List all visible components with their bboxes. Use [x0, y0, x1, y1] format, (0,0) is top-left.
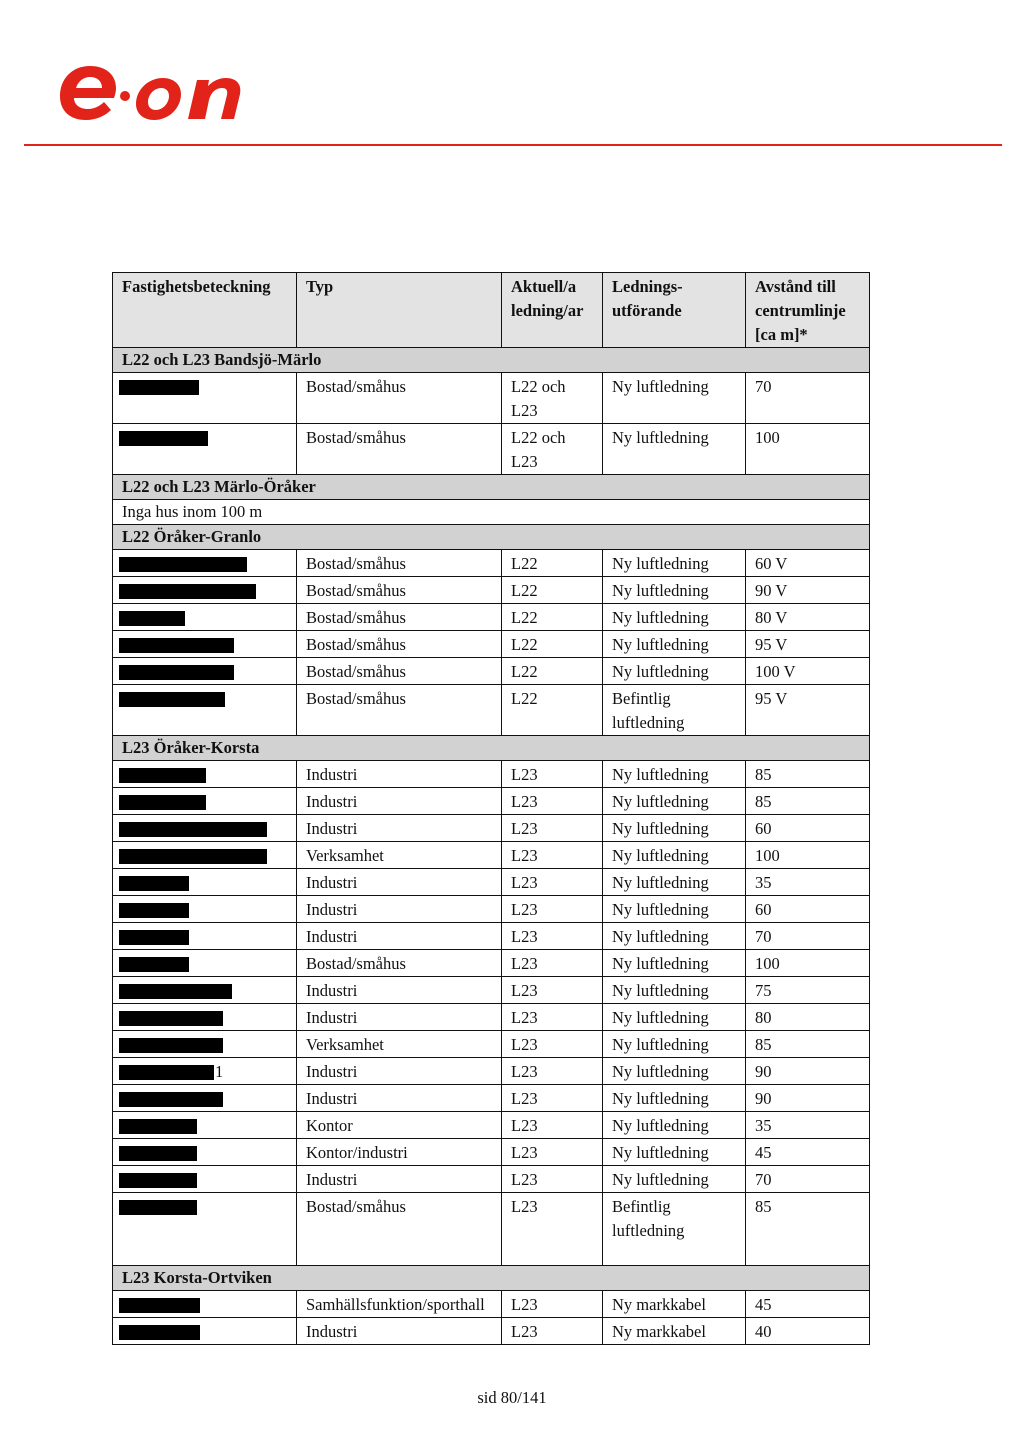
distance-cell: 60 V: [746, 550, 870, 577]
redaction-bar: [119, 1092, 223, 1107]
distance-cell: 60: [746, 896, 870, 923]
table-row: [113, 1112, 870, 1139]
property-id-cell: [113, 815, 297, 842]
distance-cell: 85: [746, 761, 870, 788]
table-row: [113, 950, 870, 977]
type-cell: Bostad/småhus: [297, 550, 502, 577]
table-row: [113, 977, 870, 1004]
type-cell: Industri: [297, 1004, 502, 1031]
line-cell: L23: [502, 1193, 603, 1266]
section-title: L22 Öråker-Granlo: [113, 525, 870, 550]
type-cell: Industri: [297, 761, 502, 788]
distance-cell: 80: [746, 1004, 870, 1031]
table-row: [113, 685, 870, 736]
distance-cell: 85: [746, 788, 870, 815]
table-row: [113, 788, 870, 815]
property-id-cell: [113, 923, 297, 950]
distance-cell: 90: [746, 1085, 870, 1112]
type-cell: Bostad/småhus: [297, 424, 502, 475]
distance-cell: 80 V: [746, 604, 870, 631]
distance-cell: 70: [746, 923, 870, 950]
table-row: [113, 373, 870, 424]
line-cell: L23: [502, 842, 603, 869]
redaction-bar: [119, 795, 206, 810]
property-id-cell: [113, 550, 297, 577]
design-cell: Ny luftledning: [603, 842, 746, 869]
line-cell: L23: [502, 950, 603, 977]
design-cell: Ny luftledning: [603, 604, 746, 631]
table-row: [113, 631, 870, 658]
table-row: [113, 658, 870, 685]
distance-cell: 90 V: [746, 577, 870, 604]
line-cell: L23: [502, 1031, 603, 1058]
redaction-bar: [119, 849, 267, 864]
type-cell: Industri: [297, 1166, 502, 1193]
redaction-bar: [119, 1146, 197, 1161]
section-title: L22 och L23 Bandsjö-Märlo: [113, 348, 870, 373]
redaction-bar: [119, 957, 189, 972]
distance-cell: 70: [746, 1166, 870, 1193]
redaction-bar: [119, 822, 267, 837]
design-cell: Befintlig luftledning: [603, 1193, 746, 1266]
table-row: [113, 923, 870, 950]
distance-cell: 40: [746, 1318, 870, 1345]
line-cell: L22: [502, 577, 603, 604]
line-cell: L23: [502, 761, 603, 788]
redaction-bar: [119, 876, 189, 891]
design-cell: Ny luftledning: [603, 373, 746, 424]
column-header: Aktuell/a ledning/ar: [502, 273, 603, 348]
line-cell: L22: [502, 604, 603, 631]
redaction-bar: [119, 1325, 200, 1340]
distance-cell: 100: [746, 842, 870, 869]
type-cell: Bostad/småhus: [297, 1193, 502, 1266]
page-number: sid 80/141: [477, 1388, 547, 1407]
redaction-bar: [119, 1119, 197, 1134]
distance-cell: 100 V: [746, 658, 870, 685]
type-cell: Verksamhet: [297, 842, 502, 869]
property-id-cell: [113, 1318, 297, 1345]
design-cell: Ny luftledning: [603, 869, 746, 896]
redaction-bar: [119, 692, 225, 707]
distance-cell: 35: [746, 869, 870, 896]
property-id-cell: [113, 761, 297, 788]
table-row: [113, 869, 870, 896]
type-cell: Bostad/småhus: [297, 950, 502, 977]
design-cell: Ny luftledning: [603, 1058, 746, 1085]
redaction-bar: [119, 1038, 223, 1053]
line-cell: L22: [502, 685, 603, 736]
property-id-cell: [113, 1166, 297, 1193]
table-row: [113, 1318, 870, 1345]
column-header: Lednings-utförande: [603, 273, 746, 348]
design-cell: Ny luftledning: [603, 761, 746, 788]
line-cell: L23: [502, 1004, 603, 1031]
distance-cell: 95 V: [746, 685, 870, 736]
line-cell: L23: [502, 1139, 603, 1166]
section-note: Inga hus inom 100 m: [113, 500, 870, 525]
table-row: [113, 1085, 870, 1112]
property-id-cell: [113, 1291, 297, 1318]
property-id-cell: [113, 896, 297, 923]
distance-cell: 90: [746, 1058, 870, 1085]
table-row: [113, 815, 870, 842]
design-cell: Ny markkabel: [603, 1318, 746, 1345]
redaction-bar: [119, 930, 189, 945]
redaction-bar: [119, 1065, 214, 1080]
line-cell: L22 och L23: [502, 424, 603, 475]
line-cell: L22: [502, 658, 603, 685]
distance-cell: 75: [746, 977, 870, 1004]
type-cell: Samhällsfunktion/sporthall: [297, 1291, 502, 1318]
distance-cell: 100: [746, 424, 870, 475]
design-cell: Befintlig luftledning: [603, 685, 746, 736]
table-row: [113, 1058, 870, 1085]
type-cell: Industri: [297, 977, 502, 1004]
type-cell: Industri: [297, 1058, 502, 1085]
design-cell: Ny luftledning: [603, 950, 746, 977]
table-row: [113, 896, 870, 923]
redaction-bar: [119, 431, 208, 446]
line-cell: L23: [502, 869, 603, 896]
property-id-cell: [113, 658, 297, 685]
property-id-cell: [113, 977, 297, 1004]
design-cell: Ny luftledning: [603, 550, 746, 577]
column-header: Fastighetsbeteckning: [113, 273, 297, 348]
property-id-cell: [113, 1112, 297, 1139]
type-cell: Industri: [297, 788, 502, 815]
property-id-cell: [113, 685, 297, 736]
table-row: [113, 1139, 870, 1166]
property-id-cell: [113, 373, 297, 424]
property-id-cell: [113, 1058, 297, 1085]
property-id-cell: [113, 631, 297, 658]
section-header-row: [113, 736, 870, 761]
distance-cell: 35: [746, 1112, 870, 1139]
property-id-cell: [113, 869, 297, 896]
redaction-bar: [119, 903, 189, 918]
type-cell: Bostad/småhus: [297, 577, 502, 604]
type-cell: Kontor/industri: [297, 1139, 502, 1166]
type-cell: Bostad/småhus: [297, 631, 502, 658]
table-row: [113, 424, 870, 475]
design-cell: Ny luftledning: [603, 1004, 746, 1031]
distance-cell: 85: [746, 1193, 870, 1266]
table-row: [113, 1193, 870, 1266]
line-cell: L23: [502, 923, 603, 950]
design-cell: Ny luftledning: [603, 1112, 746, 1139]
property-id-cell: [113, 950, 297, 977]
section-header-row: [113, 525, 870, 550]
header-rule: [24, 144, 1002, 146]
property-id-cell: [113, 1031, 297, 1058]
section-header-row: [113, 348, 870, 373]
design-cell: Ny luftledning: [603, 1031, 746, 1058]
type-cell: Bostad/småhus: [297, 604, 502, 631]
table-row: [113, 761, 870, 788]
table-row: [113, 577, 870, 604]
line-cell: L23: [502, 1291, 603, 1318]
section-title: L22 och L23 Märlo-Öråker: [113, 475, 870, 500]
property-id-cell: [113, 424, 297, 475]
table-header-row: [113, 273, 870, 348]
table-row: [113, 550, 870, 577]
type-cell: Industri: [297, 1318, 502, 1345]
line-cell: L23: [502, 1085, 603, 1112]
redaction-bar: [119, 638, 234, 653]
line-cell: L22: [502, 550, 603, 577]
design-cell: Ny luftledning: [603, 896, 746, 923]
line-cell: L23: [502, 1058, 603, 1085]
design-cell: Ny luftledning: [603, 977, 746, 1004]
design-cell: Ny luftledning: [603, 577, 746, 604]
design-cell: Ny luftledning: [603, 631, 746, 658]
section-header-row: [113, 1266, 870, 1291]
design-cell: Ny luftledning: [603, 1139, 746, 1166]
design-cell: Ny luftledning: [603, 1085, 746, 1112]
property-id-cell: [113, 604, 297, 631]
type-cell: Industri: [297, 869, 502, 896]
table-row: [113, 604, 870, 631]
redaction-bar: [119, 1011, 223, 1026]
distance-cell: 70: [746, 373, 870, 424]
property-id-cell: [113, 1085, 297, 1112]
type-cell: Industri: [297, 1085, 502, 1112]
redaction-bar: [119, 984, 232, 999]
distance-cell: 60: [746, 815, 870, 842]
property-id-cell: [113, 1139, 297, 1166]
type-cell: Bostad/småhus: [297, 373, 502, 424]
table-row: [113, 1004, 870, 1031]
redaction-bar: [119, 584, 256, 599]
redaction-bar: [119, 665, 234, 680]
design-cell: Ny luftledning: [603, 923, 746, 950]
type-cell: Industri: [297, 896, 502, 923]
column-header: Avstånd till centrumlinje [ca m]*: [746, 273, 870, 348]
line-cell: L23: [502, 788, 603, 815]
type-cell: Bostad/småhus: [297, 685, 502, 736]
line-cell: L23: [502, 1166, 603, 1193]
line-cell: L23: [502, 977, 603, 1004]
section-title: L23 Öråker-Korsta: [113, 736, 870, 761]
section-note-row: [113, 500, 870, 525]
property-id-cell: [113, 1193, 297, 1266]
line-cell: L23: [502, 815, 603, 842]
redaction-bar: [119, 1200, 197, 1215]
type-cell: Industri: [297, 923, 502, 950]
line-cell: L23: [502, 896, 603, 923]
distance-cell: 95 V: [746, 631, 870, 658]
design-cell: Ny luftledning: [603, 1166, 746, 1193]
distance-cell: 100: [746, 950, 870, 977]
section-title: L23 Korsta-Ortviken: [113, 1266, 870, 1291]
distance-cell: 45: [746, 1139, 870, 1166]
table-row: [113, 842, 870, 869]
design-cell: Ny luftledning: [603, 788, 746, 815]
design-cell: Ny luftledning: [603, 815, 746, 842]
distance-cell: 85: [746, 1031, 870, 1058]
design-cell: Ny luftledning: [603, 424, 746, 475]
property-id-cell: [113, 842, 297, 869]
property-id-cell: [113, 577, 297, 604]
design-cell: Ny markkabel: [603, 1291, 746, 1318]
property-table: [112, 272, 870, 1345]
redaction-bar: [119, 1298, 200, 1313]
property-id-cell: [113, 1004, 297, 1031]
property-id-suffix: 1: [215, 1062, 224, 1081]
line-cell: L23: [502, 1318, 603, 1345]
type-cell: Industri: [297, 815, 502, 842]
table-row: [113, 1031, 870, 1058]
column-header: Typ: [297, 273, 502, 348]
redaction-bar: [119, 557, 247, 572]
type-cell: Verksamhet: [297, 1031, 502, 1058]
line-cell: L22: [502, 631, 603, 658]
redaction-bar: [119, 1173, 197, 1188]
eon-logo: [58, 56, 254, 126]
type-cell: Bostad/småhus: [297, 658, 502, 685]
distance-cell: 45: [746, 1291, 870, 1318]
table-row: [113, 1291, 870, 1318]
table-row: [113, 1166, 870, 1193]
type-cell: Kontor: [297, 1112, 502, 1139]
line-cell: L23: [502, 1112, 603, 1139]
line-cell: L22 och L23: [502, 373, 603, 424]
section-header-row: [113, 475, 870, 500]
design-cell: Ny luftledning: [603, 658, 746, 685]
redaction-bar: [119, 380, 199, 395]
redaction-bar: [119, 768, 206, 783]
redaction-bar: [119, 611, 185, 626]
property-id-cell: [113, 788, 297, 815]
